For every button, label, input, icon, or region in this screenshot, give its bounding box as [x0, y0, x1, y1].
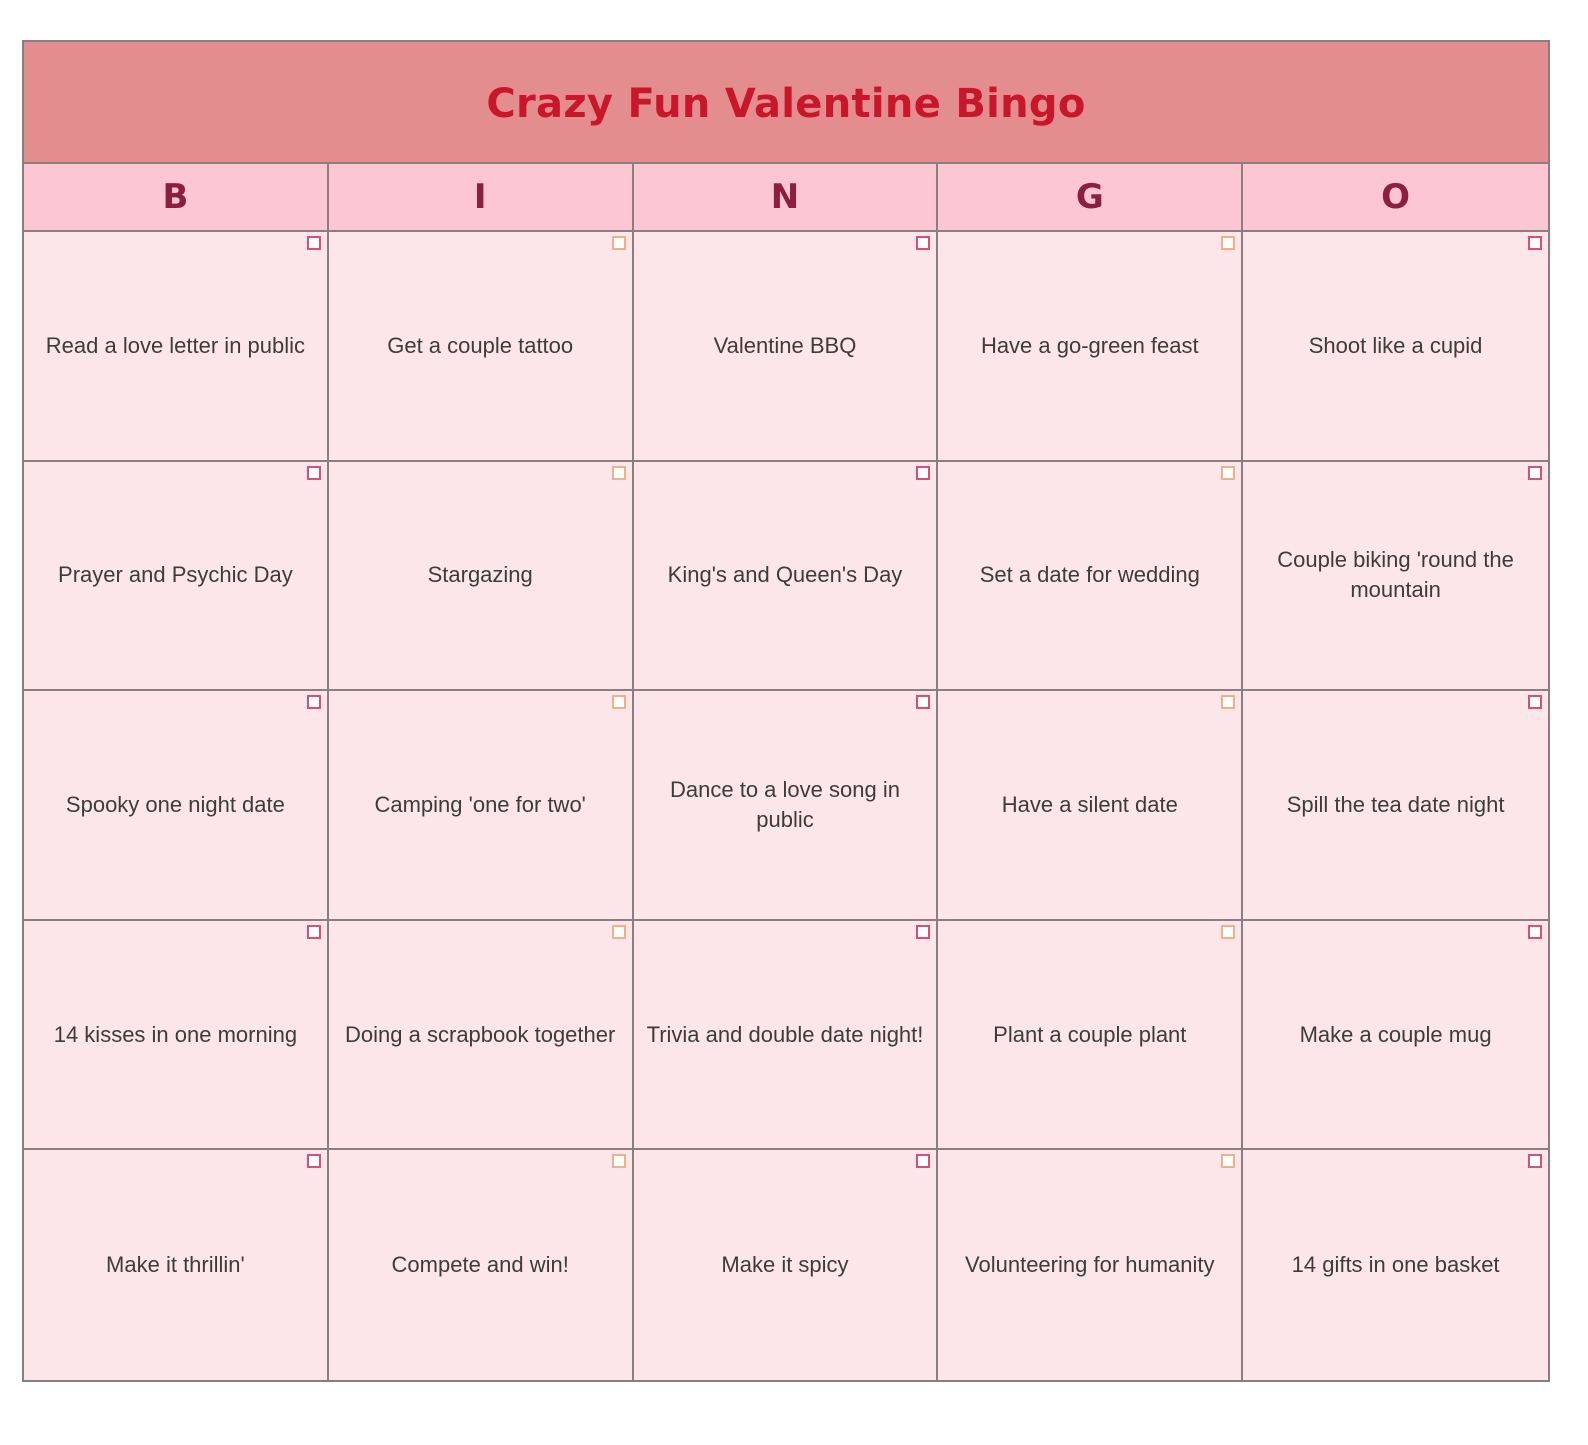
bingo-cell[interactable] [634, 462, 939, 692]
cell-label: Prayer and Psychic Day [58, 562, 293, 588]
letter-n: N [634, 164, 939, 230]
cell-checkbox[interactable] [916, 925, 930, 939]
cell-checkbox[interactable] [612, 466, 626, 480]
cell-checkbox[interactable] [307, 1154, 321, 1168]
bingo-cell[interactable] [329, 691, 634, 921]
bingo-cell[interactable] [329, 921, 634, 1151]
bingo-cell[interactable] [634, 232, 939, 462]
cell-checkbox[interactable] [1528, 695, 1542, 709]
bingo-board [22, 40, 1550, 1382]
cell-label: Spooky one night date [65, 791, 285, 817]
letter-i: I [329, 164, 634, 230]
cell-label: Compete and win! [391, 1252, 569, 1278]
cell-label: 14 kisses in one morning [53, 1021, 298, 1047]
bingo-cell[interactable] [938, 232, 1243, 462]
bingo-grid [24, 232, 1548, 1380]
bingo-cell[interactable] [1243, 1150, 1548, 1380]
bingo-cell[interactable] [24, 1150, 329, 1380]
letter-b: B [24, 164, 329, 230]
bingo-cell[interactable] [329, 232, 634, 462]
cell-checkbox[interactable] [307, 695, 321, 709]
cell-checkbox[interactable] [612, 925, 626, 939]
cell-label: Plant a couple plant [993, 1021, 1187, 1047]
bingo-cell[interactable] [329, 462, 634, 692]
cell-checkbox[interactable] [1221, 466, 1235, 480]
cell-label: Set a date for wedding [979, 562, 1200, 588]
cell-label: Shoot like a cupid [1308, 332, 1483, 358]
bingo-cell[interactable] [1243, 691, 1548, 921]
cell-checkbox[interactable] [1528, 1154, 1542, 1168]
bingo-cell[interactable] [1243, 462, 1548, 692]
cell-label: Valentine BBQ [713, 332, 857, 358]
title-bar [24, 42, 1548, 164]
bingo-letter-row [24, 164, 1548, 232]
cell-label: Make it spicy [721, 1252, 849, 1278]
letter-o: O [1381, 177, 1411, 217]
cell-label: King's and Queen's Day [667, 562, 903, 588]
cell-label: Dance to a love song in public [670, 776, 900, 832]
cell-label: Camping 'one for two' [374, 791, 586, 817]
letter-g: G [938, 164, 1243, 230]
cell-label: Volunteering for humanity [965, 1252, 1215, 1278]
bingo-cell[interactable] [24, 921, 329, 1151]
cell-checkbox[interactable] [307, 925, 321, 939]
cell-label: Have a silent date [1001, 791, 1178, 817]
cell-label: Doing a scrapbook together [345, 1021, 616, 1047]
cell-checkbox[interactable] [1528, 236, 1542, 250]
bingo-cell[interactable] [24, 691, 329, 921]
cell-checkbox[interactable] [307, 466, 321, 480]
bingo-title: Crazy Fun Valentine Bingo [486, 81, 1086, 127]
cell-checkbox[interactable] [612, 236, 626, 250]
cell-checkbox[interactable] [612, 695, 626, 709]
bingo-cell[interactable] [634, 921, 939, 1151]
cell-checkbox[interactable] [916, 1154, 930, 1168]
cell-checkbox[interactable] [916, 236, 930, 250]
bingo-cell[interactable] [938, 1150, 1243, 1380]
cell-checkbox[interactable] [1221, 1154, 1235, 1168]
bingo-cell[interactable] [634, 691, 939, 921]
bingo-cell[interactable] [24, 232, 329, 462]
cell-checkbox[interactable] [307, 236, 321, 250]
cell-checkbox[interactable] [1528, 925, 1542, 939]
cell-checkbox[interactable] [1221, 695, 1235, 709]
bingo-cell[interactable] [634, 1150, 939, 1380]
cell-checkbox[interactable] [612, 1154, 626, 1168]
cell-label: Make it thrillin' [106, 1252, 245, 1278]
cell-label: Stargazing [427, 562, 533, 588]
cell-checkbox[interactable] [1221, 925, 1235, 939]
bingo-cell[interactable] [1243, 232, 1548, 462]
cell-label: Trivia and double date night! [646, 1021, 924, 1047]
cell-label: Spill the tea date night [1286, 791, 1505, 817]
bingo-cell[interactable] [1243, 921, 1548, 1151]
cell-label: Get a couple tattoo [387, 332, 574, 358]
cell-label: Couple biking 'round the mountain [1277, 547, 1514, 603]
bingo-cell[interactable] [938, 921, 1243, 1151]
bingo-cell[interactable] [329, 1150, 634, 1380]
cell-checkbox[interactable] [916, 466, 930, 480]
cell-label: Have a go-green feast [980, 332, 1199, 358]
bingo-cell[interactable] [938, 691, 1243, 921]
cell-label: 14 gifts in one basket [1291, 1252, 1500, 1278]
cell-label: Read a love letter in public [45, 332, 306, 358]
cell-checkbox[interactable] [1528, 466, 1542, 480]
bingo-cell[interactable] [24, 462, 329, 692]
cell-label: Make a couple mug [1299, 1021, 1492, 1047]
cell-checkbox[interactable] [916, 695, 930, 709]
bingo-cell[interactable] [938, 462, 1243, 692]
cell-checkbox[interactable] [1221, 236, 1235, 250]
